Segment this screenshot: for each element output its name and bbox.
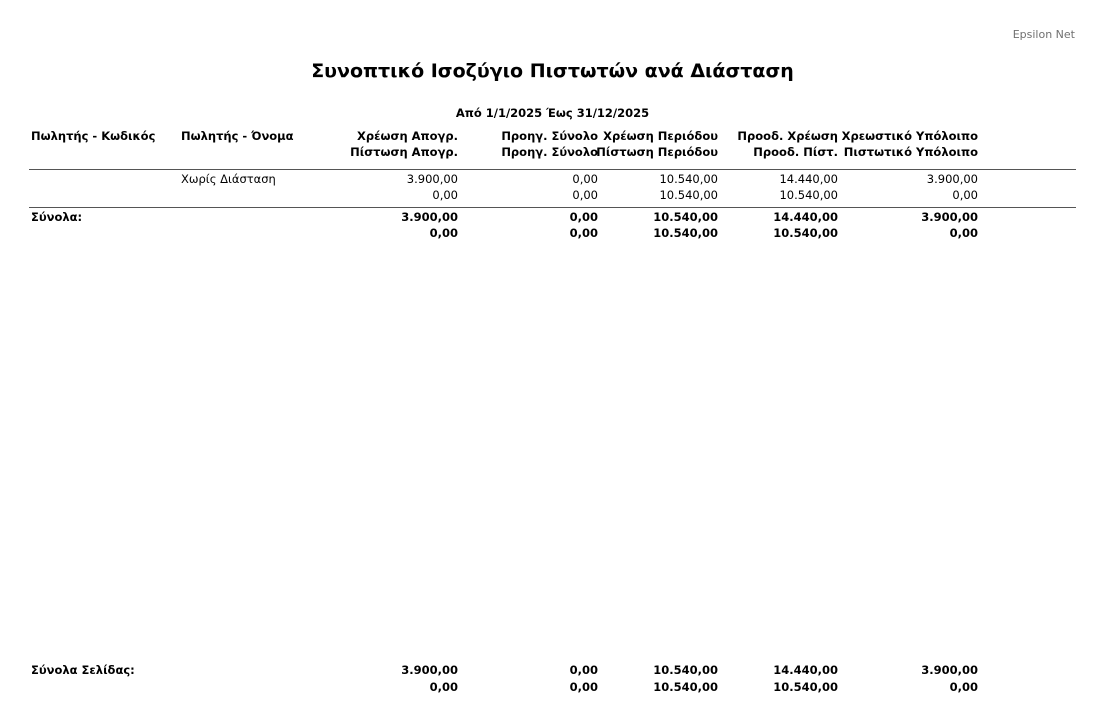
header-col7-line2: Πιστωτικό Υπόλοιπο — [843, 145, 978, 159]
page-totals-col4-line1: 0,00 — [569, 663, 598, 677]
row-col4-line2: 0,00 — [572, 188, 598, 202]
page-totals-col5-line2: 10.540,00 — [653, 680, 718, 694]
header-col3-line2: Πίστωση Απογρ. — [350, 145, 458, 159]
row-col7-line1: 3.900,00 — [926, 172, 978, 186]
row-col7-line2: 0,00 — [952, 188, 978, 202]
page-totals-col6-line1: 14.440,00 — [773, 663, 838, 677]
totals-col6-line2: 10.540,00 — [773, 226, 838, 240]
page-totals-col7-line2: 0,00 — [949, 680, 978, 694]
row-col3-line2: 0,00 — [432, 188, 458, 202]
page-totals-col4-line2: 0,00 — [569, 680, 598, 694]
totals-col4-line1: 0,00 — [569, 210, 598, 224]
header-code: Πωλητής - Κωδικός — [31, 129, 156, 143]
brand-label: Epsilon Net — [1012, 28, 1075, 41]
totals-col3-line1: 3.900,00 — [401, 210, 458, 224]
report-title: Συνοπτικό Ισοζύγιο Πιστωτών ανά Διάσταση — [311, 60, 794, 82]
page-totals-col5-line1: 10.540,00 — [653, 663, 718, 677]
header-col4-line1: Προηγ. Σύνολο — [501, 129, 598, 143]
report-period: Από 1/1/2025 Έως 31/12/2025 — [455, 106, 650, 120]
header-divider — [29, 169, 1076, 170]
totals-label: Σύνολα: — [31, 210, 83, 224]
totals-col4-line2: 0,00 — [569, 226, 598, 240]
totals-col3-line2: 0,00 — [429, 226, 458, 240]
header-name: Πωλητής - Όνομα — [181, 129, 294, 143]
page-totals-col3-line2: 0,00 — [429, 680, 458, 694]
totals-col7-line1: 3.900,00 — [921, 210, 978, 224]
header-col3-line1: Χρέωση Απογρ. — [357, 129, 458, 143]
totals-divider — [29, 207, 1076, 208]
header-col4-line2: Προηγ. Σύνολο — [501, 145, 598, 159]
header-col6-line1: Προοδ. Χρέωση — [737, 129, 838, 143]
page-totals-col7-line1: 3.900,00 — [921, 663, 978, 677]
header-col5-line2: Πίστωση Περιόδου — [596, 145, 718, 159]
row-col5-line2: 10.540,00 — [659, 188, 718, 202]
row-name: Χωρίς Διάσταση — [181, 172, 276, 186]
totals-col7-line2: 0,00 — [949, 226, 978, 240]
row-col6-line1: 14.440,00 — [779, 172, 838, 186]
page-totals-col3-line1: 3.900,00 — [401, 663, 458, 677]
row-col6-line2: 10.540,00 — [779, 188, 838, 202]
header-col7-line1: Χρεωστικό Υπόλοιπο — [841, 129, 978, 143]
row-col4-line1: 0,00 — [572, 172, 598, 186]
row-col5-line1: 10.540,00 — [659, 172, 718, 186]
row-col3-line1: 3.900,00 — [406, 172, 458, 186]
header-col5-line1: Χρέωση Περιόδου — [603, 129, 718, 143]
totals-col6-line1: 14.440,00 — [773, 210, 838, 224]
page-totals-label: Σύνολα Σελίδας: — [31, 663, 135, 677]
header-col6-line2: Προοδ. Πίστ. — [753, 145, 838, 159]
totals-col5-line1: 10.540,00 — [653, 210, 718, 224]
page-totals-col6-line2: 10.540,00 — [773, 680, 838, 694]
totals-col5-line2: 10.540,00 — [653, 226, 718, 240]
